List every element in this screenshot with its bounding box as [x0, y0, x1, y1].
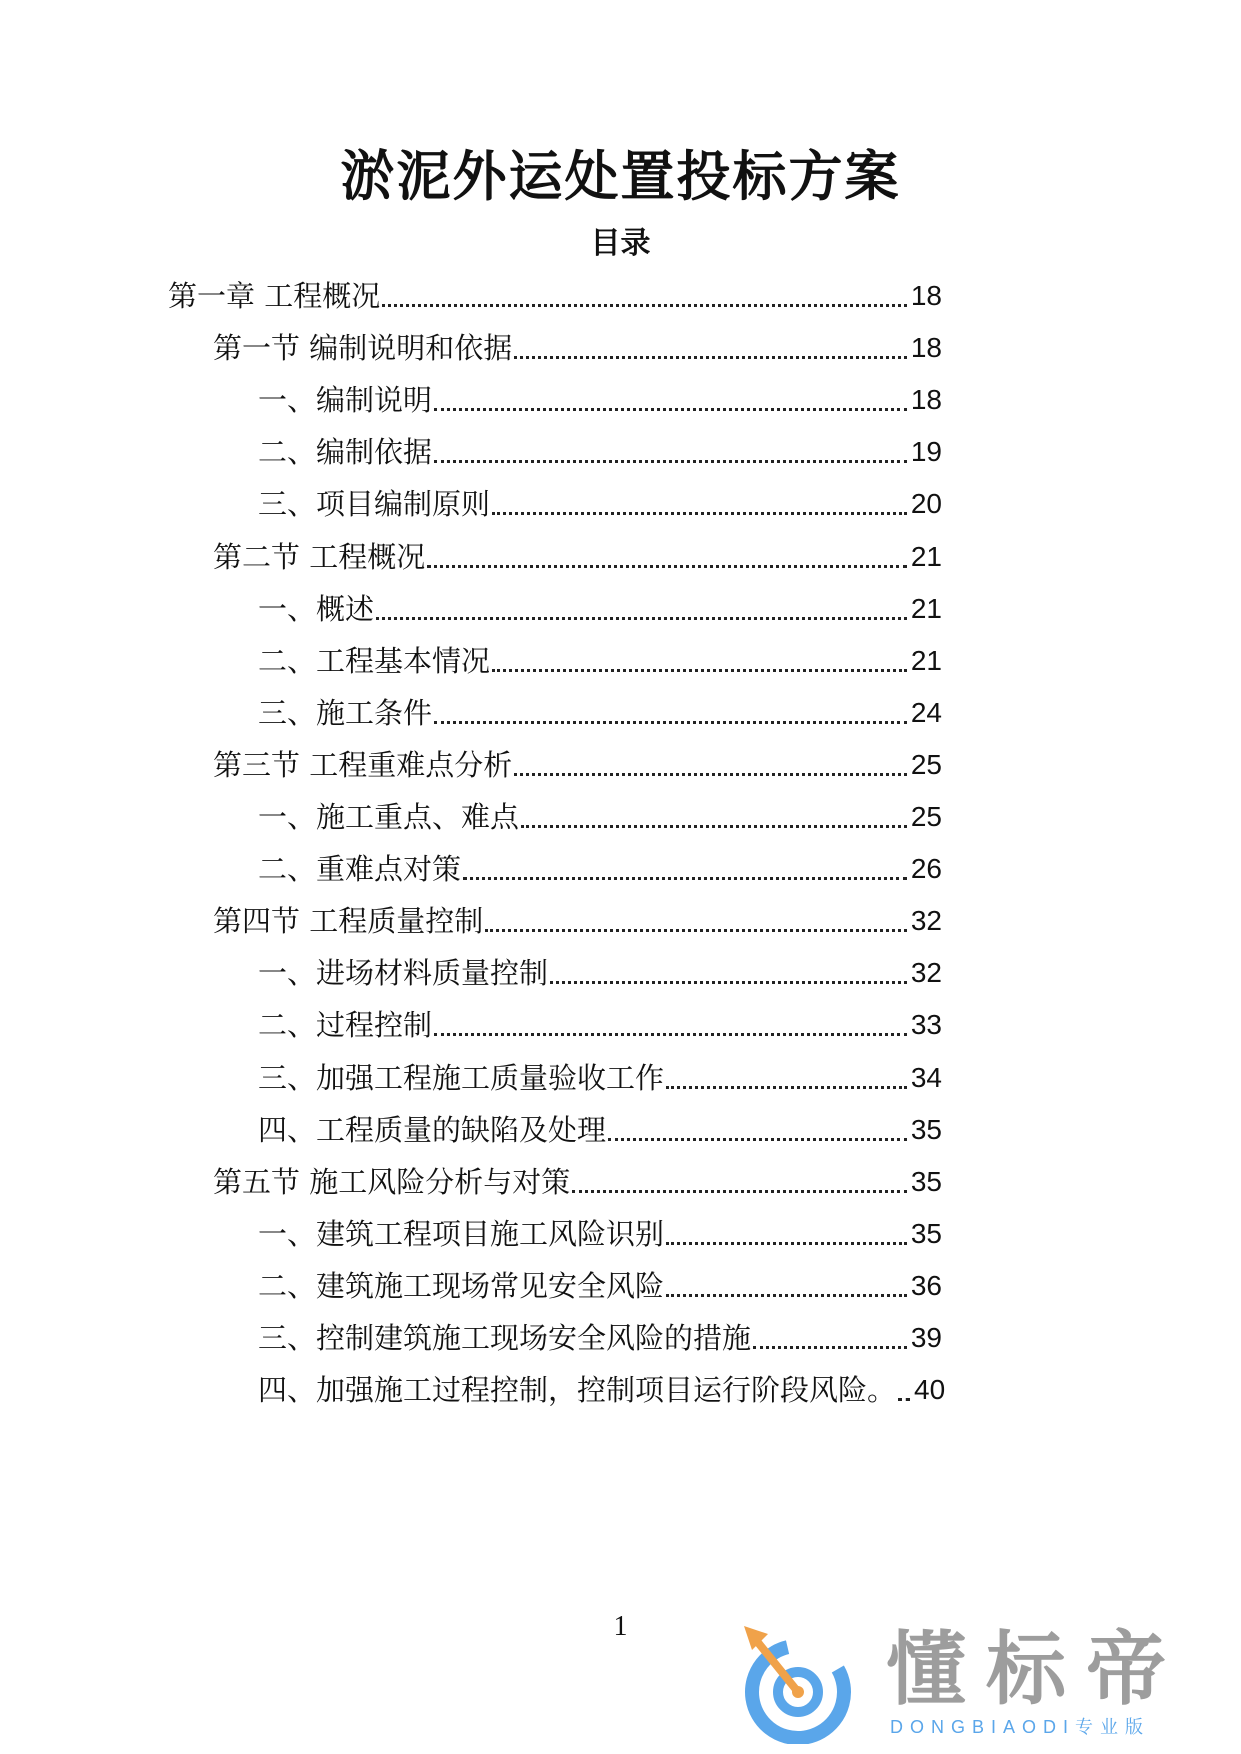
- toc-dot-leader: [666, 1294, 907, 1297]
- toc-dot-leader: [427, 565, 907, 568]
- toc-dot-leader: [550, 981, 907, 984]
- toc-entry-page: 32: [910, 905, 942, 937]
- toc-dot-leader: [666, 1242, 907, 1245]
- toc-entry[interactable]: [213, 901, 942, 941]
- toc-entry-page: 21: [910, 540, 942, 572]
- toc-entry-label: 第一节 编制说明和依据: [213, 331, 513, 366]
- toc-dot-leader: [492, 669, 907, 672]
- toc-entry-page: 35: [910, 1113, 942, 1145]
- toc-entry[interactable]: [213, 328, 942, 368]
- toc-entry[interactable]: [258, 641, 942, 681]
- toc-entry-page: 21: [910, 644, 942, 676]
- toc-entry-label: 四、加强施工过程控制，控制项目运行阶段风险。: [258, 1373, 897, 1408]
- toc-entry-page: 32: [910, 957, 942, 989]
- toc-entry-page: 36: [910, 1269, 942, 1301]
- toc-dot-leader: [514, 356, 907, 359]
- toc-entry[interactable]: [213, 745, 942, 785]
- toc-entry-label: 一、进场材料质量控制: [258, 956, 549, 991]
- page-title: 淤泥外运处置投标方案: [340, 145, 901, 208]
- toc-entry-page: 25: [910, 748, 942, 780]
- toc-entry-label: 二、工程基本情况: [258, 643, 491, 678]
- toc-entry[interactable]: [258, 693, 942, 733]
- toc-dot-leader: [572, 1190, 907, 1193]
- toc-entry-label: 一、建筑工程项目施工风险识别: [258, 1216, 665, 1251]
- toc-entry-page: 26: [910, 853, 942, 885]
- toc-entry[interactable]: [258, 484, 942, 524]
- toc-dot-leader: [492, 512, 907, 515]
- toc-entry[interactable]: [258, 1266, 942, 1306]
- toc-entry-label: 第五节 施工风险分析与对策: [213, 1164, 571, 1199]
- toc-entry-label: 一、编制说明: [258, 383, 433, 418]
- toc-entry-page: 34: [910, 1061, 942, 1093]
- toc-entry-label: 三、控制建筑施工现场安全风险的措施: [258, 1321, 752, 1355]
- toc-entry-label: 二、重难点对策: [258, 852, 462, 887]
- target-arrow-icon: [738, 1620, 868, 1744]
- toc-entry[interactable]: [258, 953, 942, 993]
- watermark: [738, 1620, 1218, 1744]
- toc-dot-leader: [521, 825, 907, 828]
- toc-entry[interactable]: [213, 1162, 942, 1202]
- page-number: 1: [613, 1611, 628, 1642]
- toc-dot-leader: [666, 1086, 907, 1089]
- toc-entry-page: 25: [910, 801, 942, 832]
- toc-entry-page: 39: [910, 1322, 942, 1353]
- watermark-sub: DONGBIAODI专业版: [890, 1717, 1151, 1737]
- toc-dot-leader: [434, 721, 907, 724]
- toc-entry[interactable]: [258, 1318, 942, 1358]
- toc-entry-page: 24: [910, 696, 942, 728]
- toc-dot-leader: [485, 929, 907, 932]
- toc-dot-leader: [753, 1346, 907, 1349]
- toc-entry-page: 21: [910, 592, 942, 624]
- toc-entry-label: 三、加强工程施工质量验收工作: [258, 1060, 665, 1095]
- toc-entry-label: 第四节 工程质量控制: [213, 904, 484, 939]
- toc-entry[interactable]: [258, 797, 942, 837]
- toc-dot-leader: [434, 460, 907, 463]
- toc-entry[interactable]: [258, 1058, 942, 1098]
- toc-entry-page: 18: [910, 384, 942, 416]
- toc-entry-page: 18: [910, 332, 942, 364]
- toc-entry-page: 20: [910, 488, 942, 520]
- toc-entry-label: 三、项目编制原则: [258, 487, 491, 522]
- toc-entry[interactable]: [258, 380, 942, 420]
- toc-entry-page: 35: [910, 1217, 942, 1249]
- toc-entry-page: 33: [910, 1009, 942, 1041]
- toc-dot-leader: [514, 773, 907, 776]
- toc-dot-leader: [463, 877, 907, 880]
- toc-dot-leader: [376, 617, 907, 620]
- toc-entry[interactable]: [258, 1370, 946, 1410]
- toc-entry-label: 四、工程质量的缺陷及处理: [258, 1112, 607, 1147]
- toc-dot-leader: [898, 1398, 910, 1401]
- toc-entry[interactable]: [258, 1110, 942, 1150]
- toc-entry-label: 一、概述: [258, 591, 375, 626]
- toc-entry-page: 40: [914, 1374, 946, 1406]
- toc-entry[interactable]: [168, 276, 942, 316]
- toc-entry-label: 第二节 工程概况: [213, 539, 426, 574]
- toc-dot-leader: [608, 1138, 907, 1141]
- toc-entry[interactable]: [258, 432, 942, 472]
- toc-entry-label: 一、施工重点、难点: [258, 800, 520, 834]
- toc-entry-label: 二、过程控制: [258, 1008, 433, 1043]
- toc-dot-leader: [382, 304, 907, 307]
- toc-entry-label: 第一章 工程概况: [168, 279, 381, 313]
- toc-entry[interactable]: [258, 1214, 942, 1254]
- toc-entry[interactable]: [213, 537, 942, 577]
- toc-entry-page: 35: [910, 1165, 942, 1197]
- toc-entry[interactable]: [258, 1005, 942, 1045]
- toc-heading: 目录: [590, 226, 651, 261]
- toc-dot-leader: [434, 1033, 907, 1036]
- toc-entry-label: 第三节 工程重难点分析: [213, 747, 513, 782]
- toc-entry-label: 二、建筑施工现场常见安全风险: [258, 1268, 665, 1303]
- toc-entry-label: 三、施工条件: [258, 695, 433, 730]
- toc-entry[interactable]: [258, 589, 942, 629]
- toc-entry-page: 19: [910, 436, 942, 468]
- toc-dot-leader: [434, 408, 907, 411]
- toc-entry[interactable]: [258, 849, 942, 889]
- toc-entry-page: 18: [910, 280, 942, 311]
- watermark-brand: 懂标帝: [886, 1623, 1186, 1716]
- toc-entry-label: 二、编制依据: [258, 435, 433, 470]
